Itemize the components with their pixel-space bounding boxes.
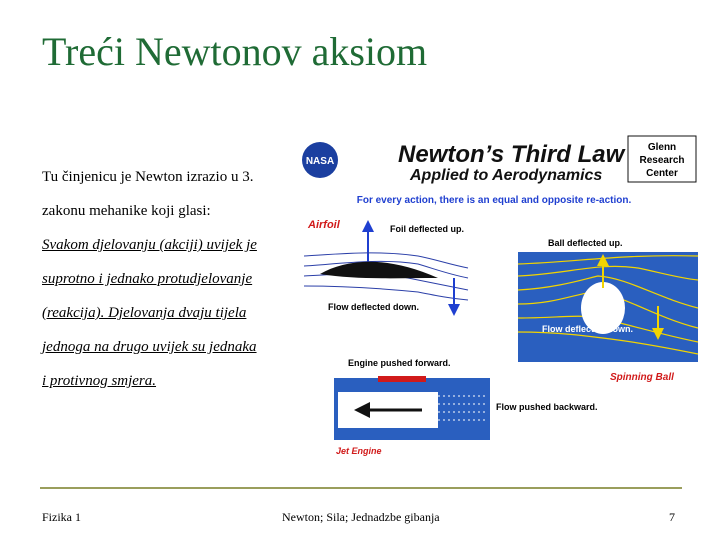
body-line-2: zakonu mehanike koji glasi:	[42, 203, 211, 219]
center-line-3: Center	[646, 168, 678, 179]
center-line-1: Glenn	[647, 142, 677, 153]
body-line-4: suprotno i jednako protudjelovanje	[42, 271, 253, 287]
law-statement: For every action, there is an equal and opposite re-action.	[356, 195, 632, 206]
airfoil-down-arrowhead	[448, 304, 460, 316]
body-line-1: Tu činjenicu je Newton izrazio u 3.	[42, 169, 254, 185]
slide-title: Treći Newtonov aksiom	[42, 29, 428, 74]
center-line-2: Research	[639, 155, 685, 166]
engine-forward-text: Engine pushed forward.	[348, 358, 451, 368]
ball-up-text: Ball deflected up.	[548, 238, 623, 248]
newtons-third-law-figure	[298, 128, 700, 458]
body-line-6: jednoga na drugo uvijek su jednaka	[42, 339, 257, 355]
page-number: 7	[669, 510, 675, 524]
figure-subheading: Applied to Aerodynamics	[410, 167, 603, 184]
figure-heading: Newton’s Third Law	[398, 141, 625, 168]
body-line-7: i protivnog smjera.	[42, 373, 157, 389]
footer-rule	[40, 487, 682, 489]
footer-course: Fizika 1	[42, 510, 81, 524]
airfoil-up-text: Foil deflected up.	[390, 224, 465, 234]
airfoil-label: Airfoil	[308, 219, 340, 231]
ball-down-text: Flow deflected down.	[542, 324, 634, 334]
ball-label: Spinning Ball	[610, 372, 674, 383]
body-line-5: (reakcija). Djelovanja dvaju tijela	[42, 305, 247, 321]
footer-topic: Newton; Sila; Jednadzbe gibanja	[282, 510, 440, 524]
engine-label: Jet Engine	[336, 446, 382, 456]
body-text	[42, 160, 292, 398]
airfoil-up-arrowhead	[362, 220, 374, 232]
airfoil-down-text: Flow deflected down.	[328, 302, 420, 312]
nasa-logo-text: NASA	[305, 156, 335, 167]
engine-backward-text: Flow pushed backward.	[496, 402, 598, 412]
engine-top-marker	[378, 376, 426, 382]
body-line-3: Svakom djelovanju (akciji) uvijek je	[42, 237, 257, 253]
